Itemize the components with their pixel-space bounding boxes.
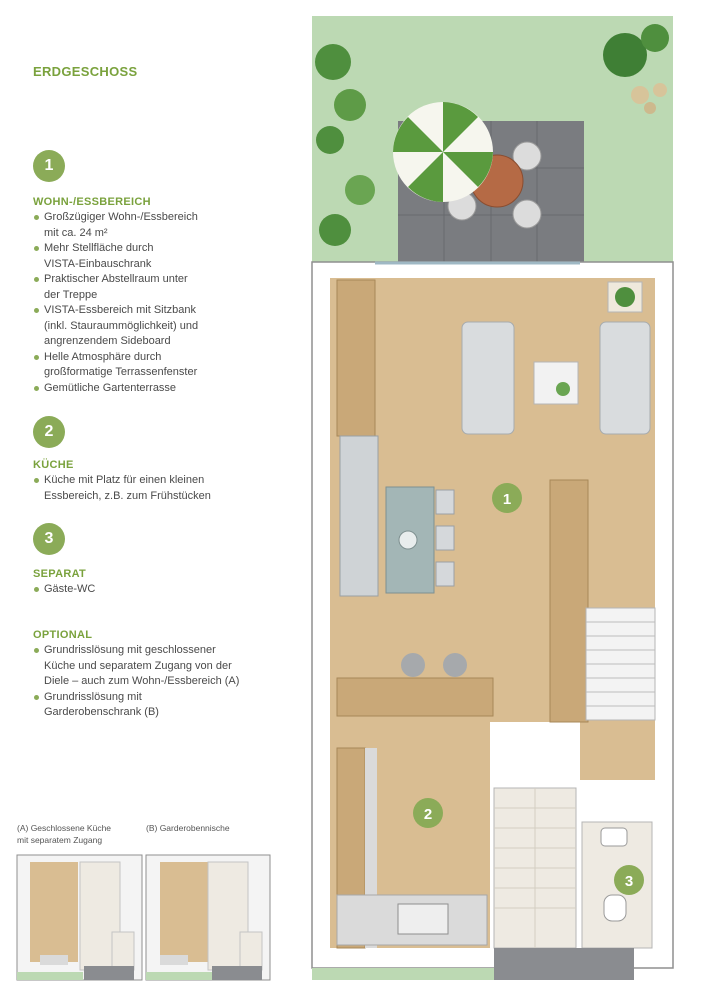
list-item-continued: angrenzendem Sideboard xyxy=(44,335,171,347)
list-item-text: VISTA-Essbereich mit Sitzbank xyxy=(44,304,197,316)
coffee-table xyxy=(534,362,578,404)
list-item-text: Großzügiger Wohn-/Essbereich xyxy=(44,211,198,223)
room-marker-text: 3 xyxy=(624,873,634,890)
list-item-text: Gäste-WC xyxy=(44,583,96,595)
entrance-step xyxy=(494,948,634,980)
variant-a-caption-line: mit separatem Zugang xyxy=(17,835,103,845)
section-title-living: WOHN-/ESSBEREICH xyxy=(33,196,151,208)
variant-a-plan xyxy=(17,855,142,980)
section-badge-2: 2 xyxy=(33,416,65,448)
table-plant-icon xyxy=(556,382,570,396)
list-item-continued: Diele – auch zum Wohn-/Essbereich (A) xyxy=(44,675,240,687)
section-title-optional: OPTIONAL xyxy=(33,629,93,641)
parasol xyxy=(393,102,493,202)
breakfast-counter xyxy=(337,678,493,716)
list-item-continued: Essbereich, z.B. zum Frühstücken xyxy=(44,489,211,502)
list-item-text: Praktischer Abstellraum unter xyxy=(44,273,188,285)
vista-cabinet xyxy=(337,280,375,436)
room-marker-text: 1 xyxy=(502,491,512,508)
room-marker-1 xyxy=(492,483,522,513)
list-item-continued: Garderobenschrank (B) xyxy=(44,706,159,718)
list-item-text: Mehr Stellfläche durch xyxy=(44,242,154,254)
table-plate xyxy=(399,531,417,549)
section-badge-3: 3 xyxy=(33,523,65,555)
sofa-right xyxy=(600,322,650,434)
room-marker-text: 2 xyxy=(423,806,433,823)
section-title-separate: SEPARAT xyxy=(33,568,87,580)
room-marker-2 xyxy=(413,798,443,828)
list-item-continued: VISTA-Einbauschrank xyxy=(44,257,152,270)
vista-bench xyxy=(340,436,378,596)
corner-plant-icon xyxy=(615,287,635,307)
toilet-icon xyxy=(604,895,626,921)
list-item-continued: großformatige Terrassenfenster xyxy=(44,366,198,378)
sofa-left xyxy=(462,322,514,434)
section-title-kitchen: KÜCHE xyxy=(33,459,74,471)
list-item-continued: der Treppe xyxy=(44,288,98,301)
list-item-continued: (inkl. Stauraummöglichkeit) und xyxy=(44,319,199,332)
list-item-text: Helle Atmosphäre durch xyxy=(44,350,162,363)
list-item-text: Grundrisslösung mit xyxy=(44,690,142,703)
variant-a-caption-line: (A) Geschlossene Küche xyxy=(17,823,112,833)
sink-icon xyxy=(398,904,448,934)
list-item-continued: Küche und separatem Zugang von der xyxy=(44,659,232,672)
front-lawn xyxy=(312,968,494,980)
dining-chairs xyxy=(436,490,454,586)
list-item-text: Küche mit Platz für einen kleinen xyxy=(44,474,205,486)
variant-b-plan xyxy=(146,855,270,980)
storage-under-stairs xyxy=(550,480,588,722)
page-heading: ERDGESCHOSS xyxy=(33,64,138,79)
section-badge-1: 1 xyxy=(33,150,65,182)
room-marker-3 xyxy=(614,865,644,895)
list-item-text: Grundrisslösung mit geschlossener xyxy=(44,644,216,656)
bar-stool xyxy=(443,653,467,677)
list-item-text: Gemütliche Gartenterrasse xyxy=(44,381,177,394)
bar-stool xyxy=(401,653,425,677)
wc-basin-icon xyxy=(601,828,627,846)
list-item-continued: mit ca. 24 m² xyxy=(44,226,108,239)
variant-b-caption-line: (B) Garderobennische xyxy=(146,823,230,833)
